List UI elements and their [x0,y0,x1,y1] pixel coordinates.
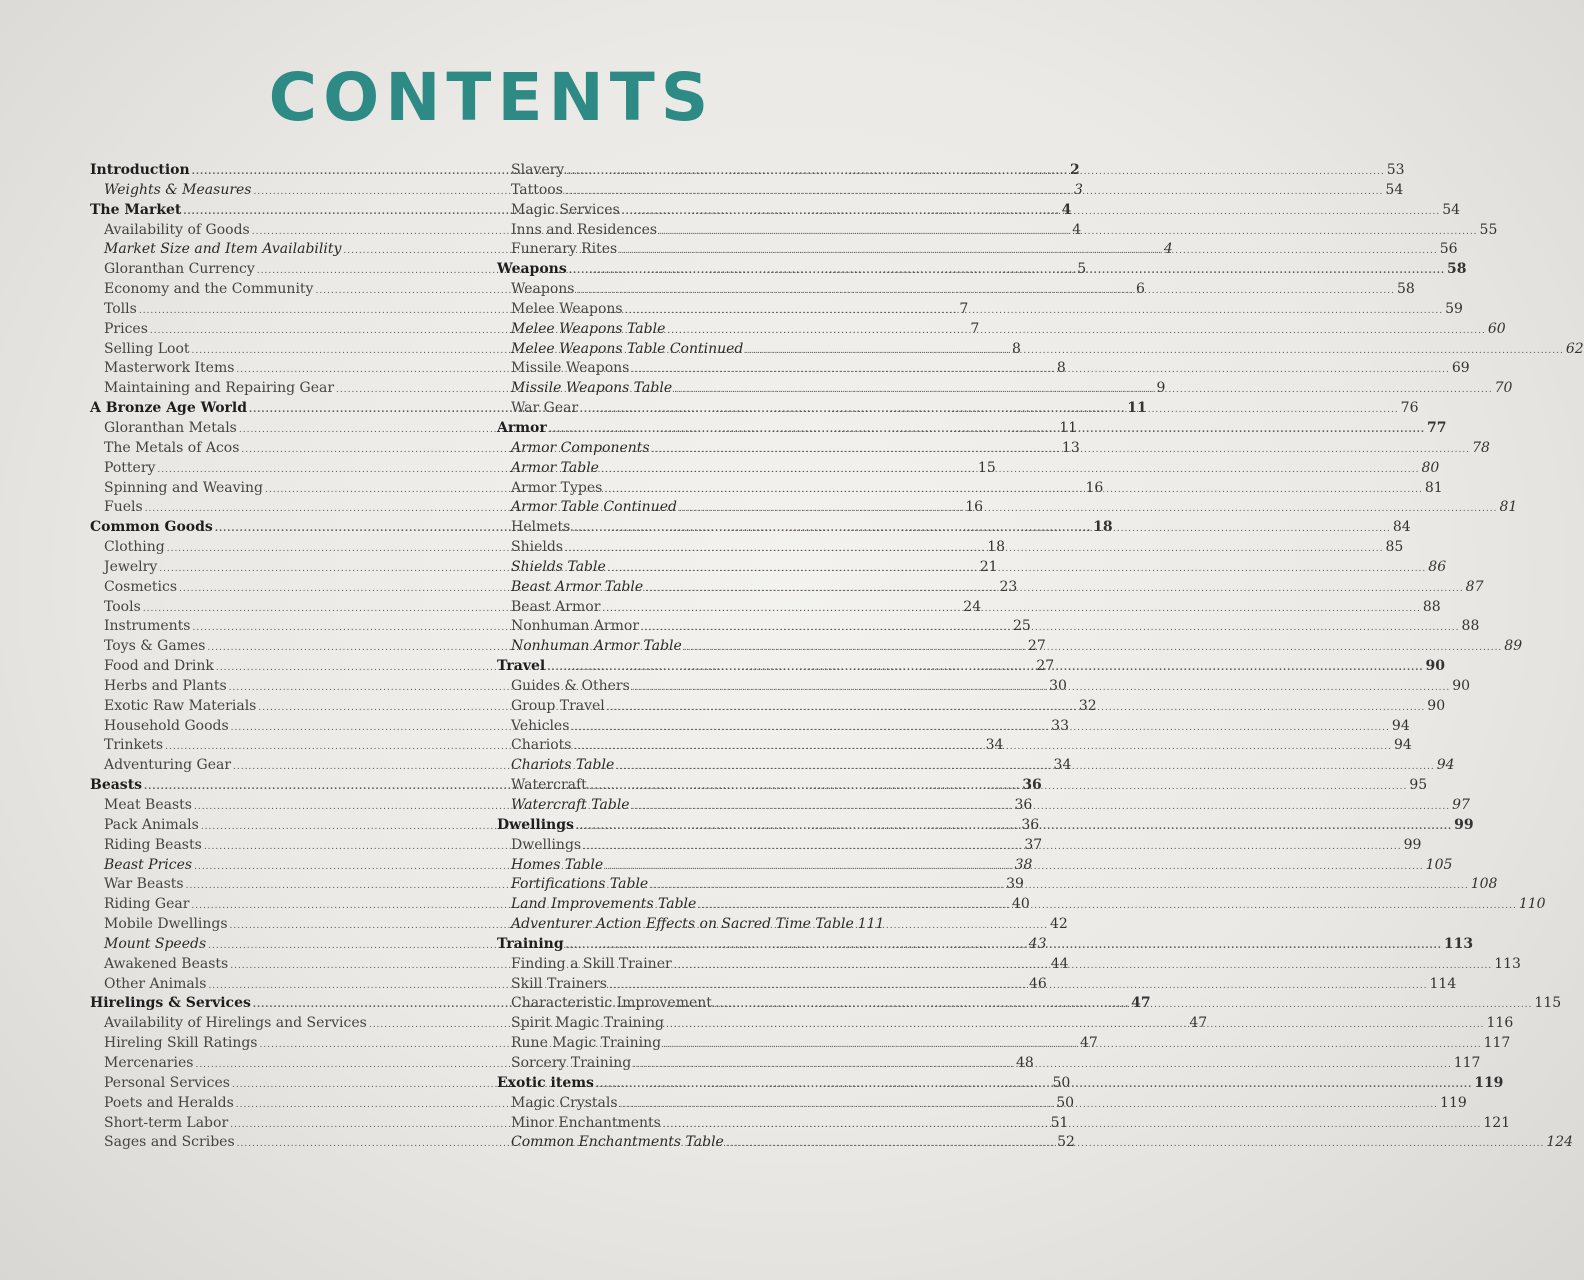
toc-entry-title: Cosmetics [104,578,178,595]
toc-entry-title: Beast Armor [511,598,601,615]
toc-entry-title: Dwellings [497,816,574,833]
toc-page-number: 2 [1069,162,1080,178]
toc-dot-leader [569,266,1445,276]
toc-entry-title: Weights & Measures [104,181,252,198]
toc-entry-title: Selling Loot [104,340,190,357]
toc-page-number: 88 [1422,598,1441,615]
toc-dot-leader [608,564,1427,574]
toc-page-number: 9 [1156,380,1166,397]
toc-entry-title: Shields [511,539,563,556]
toc-dot-leader [674,385,1493,395]
toc-page-number: 54 [1442,201,1461,218]
toc-section-entry[interactable] [497,916,885,936]
toc-entry-title: The Metals of Acos [104,439,240,456]
toc-entry-title: Riding Beasts [104,836,202,853]
toc-page-number: 23 [999,578,1018,595]
toc-entry-title: The Market [90,201,182,218]
toc-section-entry[interactable] [497,360,1470,380]
toc-entry-title: Fuels [104,499,143,516]
toc-dot-leader [576,822,1452,832]
toc-entry-title: Meat Beasts [104,797,192,813]
toc-section-entry[interactable] [497,181,1404,202]
toc-page-number: 47 [1131,995,1151,1012]
toc-entry-title: Pack Animals [104,816,199,833]
toc-entry-title: Armor Table [511,459,599,476]
toc-dot-leader [645,584,1464,594]
toc-entry-title: Availability of Hirelings and Services [104,1015,367,1032]
toc-page-number: 69 [1451,360,1470,377]
toc-page-number: 24 [963,598,982,615]
toc-entry-title: Market Size and Item Availability [104,241,342,258]
toc-entry-title: Adventuring Gear [104,757,232,774]
toc-page-number: 59 [1445,300,1463,317]
toc-dot-leader [573,742,1392,752]
toc-dot-leader [566,941,1442,951]
toc-page-number: 38 [1014,856,1033,873]
toc-page-number: 37 [1024,836,1043,853]
toc-entry-title: Hireling Skill Ratings [104,1035,258,1052]
toc-section-entry[interactable] [497,340,1584,361]
toc-page-number: 84 [1392,519,1411,536]
toc-page-number: 86 [1428,558,1447,575]
toc-entry-title: Vehicles [511,717,570,734]
toc-page-number: 60 [1487,320,1506,337]
toc-dot-leader [674,961,1493,971]
toc-page-number: 99 [1403,836,1422,853]
toc-page-number: 99 [1454,816,1474,833]
toc-section-entry[interactable] [497,300,1463,321]
toc-page-number: 6 [1135,281,1145,298]
toc-entry-title: Poets and Heralds [104,1094,234,1111]
toc-dot-leader [602,604,1421,614]
toc-page-number: 16 [965,499,984,516]
toc-dot-leader [576,286,1395,296]
toc-entry-title: Dwellings [511,836,582,853]
toc-dot-leader [547,663,1423,673]
toc-entry-title: Instruments [104,618,191,635]
toc-chapter-entry[interactable] [497,261,1467,281]
toc-page-number: 124 [1546,1134,1574,1151]
toc-page-number: 50 [1056,1094,1075,1111]
toc-page-number: 30 [1049,677,1067,694]
toc-dot-leader [605,862,1424,872]
toc-dot-leader [580,405,1399,415]
toc-page-number: 89 [1504,638,1523,655]
toc-dot-leader [620,1100,1439,1110]
toc-page-number: 80 [1421,459,1440,476]
toc-section-entry[interactable] [497,380,1513,400]
toc-page-number: 18 [987,539,1006,556]
toc-page-number: 90 [1427,697,1446,714]
toc-dot-leader [596,1080,1472,1090]
toc-dot-leader [652,445,1471,455]
toc-page-number: 4 [1072,221,1082,238]
toc-entry-title: Trinkets [104,737,164,754]
toc-page-number: 114 [1429,975,1457,992]
toc-page-number: 27 [1036,658,1055,675]
toc-page-number: 48 [1015,1054,1034,1071]
toc-entry-title: Beast Prices [104,856,193,873]
toc-page-number: 39 [1006,876,1024,893]
toc-page-number: 11 [1127,400,1147,417]
toc-page-number: 119 [1474,1074,1504,1091]
toc-page-number: 18 [1093,519,1113,536]
toc-dot-leader [632,802,1451,812]
toc-entry-title: Slavery [511,162,565,178]
toc-entry-title: Minor Enchantments [511,1114,661,1131]
toc-entry-title: Tools [104,598,141,615]
toc-page-number: 56 [1439,241,1458,258]
toc-page-number: 117 [1483,1035,1511,1052]
toc-dot-leader [565,544,1384,554]
toc-page-number: 119 [1440,1094,1467,1111]
toc-entry-title: Mobile Dwellings [104,916,228,933]
toc-page-number: 34 [985,737,1004,754]
toc-entry-title: Armor Types [511,479,603,496]
toc-page-number: 110 [1518,896,1546,913]
toc-entry-title: Mount Speeds [104,935,207,952]
toc-entry-title: Sorcery Training [511,1054,632,1071]
toc-entry-title: Finding a Skill Trainer [511,955,672,972]
toc-entry-title: Jewelry [104,558,158,575]
page-title: CONTENTS [268,59,715,136]
toc-page-number: 113 [1443,935,1474,952]
toc-page-number: 70 [1494,380,1513,397]
toc-page-number: 88 [1461,618,1480,635]
toc-page-number: 111 [857,916,885,933]
toc-entry-title: Household Goods [104,717,229,734]
toc-entry-title: Watercraft Table [511,797,630,813]
toc-entry-title: Awakened Beasts [104,955,229,972]
toc-entry-title: Funerary Rites [511,241,618,258]
toc-page-number: 58 [1447,261,1467,278]
toc-entry-title: Skill Trainers [511,975,607,992]
toc-entry-title: Pottery [104,459,156,476]
toc-page-number: 90 [1425,658,1445,675]
toc-entry-title: Missile Weapons [511,360,630,377]
toc-page-number: 116 [1486,1015,1514,1032]
toc-page-number: 44 [1050,955,1069,972]
toc-page-number: 78 [1472,439,1490,456]
toc-entry-title: Inns and Residences [511,221,658,238]
toc-entry-title: Prices [104,320,148,337]
toc-entry-title: Melee Weapons Table [511,320,666,337]
toc-dot-leader [650,881,1469,891]
toc-entry-title: Shields Table [511,558,606,575]
toc-entry-title: Magic Services [511,201,620,218]
toc-page-number: 21 [979,558,998,575]
toc-dot-leader [726,1139,1545,1149]
toc-entry-title: Toys & Games [104,638,206,655]
toc-page-number: 94 [1391,717,1410,734]
toc-page-number: 81 [1499,499,1518,516]
toc-dot-leader [604,485,1423,495]
toc-dot-leader [619,246,1438,256]
toc-page-number: 115 [1534,995,1562,1012]
toc-entry-title: Group Travel [511,697,605,714]
toc-entry-title: Homes Table [511,856,604,873]
toc-page-number: 7 [970,320,980,337]
toc-page-number: 47 [1189,1015,1208,1032]
toc-page-number: 47 [1079,1035,1098,1052]
toc-page-number: 94 [1436,757,1455,774]
toc-dot-leader [632,683,1451,693]
toc-entry-title: Beast Armor Table [511,578,644,595]
toc-dot-leader [666,1020,1485,1030]
toc-entry-title: A Bronze Age World [90,400,248,417]
toc-entry-title: Common Goods [90,519,213,536]
toc-page-number: 97 [1452,797,1470,813]
toc-dot-leader [714,1000,1533,1010]
toc-page-number: 4 [1061,201,1072,218]
toc-page-number: 8 [1012,340,1021,357]
toc-page-number: 27 [1027,638,1046,655]
toc-entry-title: Land Improvements Table [511,896,697,913]
toc-dot-leader [549,425,1425,435]
toc-page-number: 54 [1385,181,1404,198]
toc-dot-leader [607,703,1426,713]
toc-dot-leader [572,524,1391,534]
toc-entry-title: Introduction [90,162,190,178]
toc-dot-leader [684,643,1503,653]
toc-entry-title: Adventurer Action Effects on Sacred Time Table [511,916,854,933]
toc-page-number: 33 [1051,717,1069,734]
toc-entry-title: Exotic Raw Materials [104,697,257,714]
toc-page-number: 15 [977,459,996,476]
toc-page-number: 117 [1453,1054,1481,1071]
toc-entry-title: Melee Weapons Table Continued [511,340,744,357]
toc-dot-leader [589,782,1408,792]
toc-entry-title: Sages and Scribes [104,1134,235,1151]
toc-entry-title: Gloranthan Metals [104,419,237,436]
toc-entry-title: Magic Crystals [511,1094,618,1111]
toc-dot-leader [659,227,1478,237]
toc-dot-leader [633,1060,1452,1070]
toc-page-number: 42 [1050,916,1068,933]
toc-entry-title: Rune Magic Training [511,1035,662,1052]
toc-entry-title: Guides & Others [511,677,630,694]
toc-page-number: 51 [1050,1114,1069,1131]
toc-entry-title: Spinning and Weaving [104,479,263,496]
toc-section-entry[interactable] [497,201,1461,222]
toc-entry-title: Armor Components [511,439,650,456]
toc-page-number: 113 [1494,955,1521,972]
toc-section-entry[interactable] [497,320,1506,341]
toc-dot-leader [698,901,1517,911]
toc-entry-title: War Beasts [104,876,184,893]
toc-entry-title: Chariots Table [511,757,615,774]
toc-dot-leader [663,1040,1482,1050]
toc-dot-leader [667,326,1486,336]
toc-page-number: 13 [1061,439,1080,456]
toc-page-number: 95 [1409,777,1428,794]
toc-entry-title: Tattoos [511,181,563,198]
toc-entry-title: Mercenaries [104,1054,194,1071]
toc-page-number: 32 [1078,697,1097,714]
toc-section-entry[interactable] [497,241,1458,261]
toc-entry-title: Short-term Labor [104,1114,229,1131]
toc-dot-leader [571,723,1390,733]
toc-page-number: 34 [1053,757,1072,774]
toc-dot-leader [745,346,1564,356]
toc-dot-leader [625,306,1444,316]
toc-entry-title: Spirit Magic Training [511,1015,665,1032]
toc-entry-title: Weapons [511,281,575,298]
toc-page-number: 53 [1386,162,1405,178]
toc-entry-title: Characteristic Improvement [511,995,712,1012]
toc-entry-title: Hirelings & Services [90,995,251,1012]
toc-entry-title: Gloranthan Currency [104,261,255,278]
toc-page-number: 16 [1085,479,1104,496]
toc-entry-title: War Gear [511,400,579,417]
toc-page-number: 7 [959,300,969,317]
toc-entry-title: Personal Services [104,1074,230,1091]
toc-dot-leader [631,365,1450,375]
toc-page-number: 121 [1483,1114,1511,1131]
toc-page-number: 105 [1425,856,1453,873]
toc-entry-title: Nonhuman Armor Table [511,638,682,655]
toc-page-number: 108 [1470,876,1498,893]
toc-page-number: 81 [1424,479,1443,496]
toc-entry-title: Masterwork Items [104,360,235,377]
toc-page-number: 58 [1396,281,1415,298]
toc-page-number: 36 [1021,816,1040,833]
toc-entry-title: Watercraft [511,777,587,794]
toc-entry-title: Exotic items [497,1074,594,1091]
toc-dot-leader [616,762,1435,772]
toc-dot-leader [601,465,1420,475]
toc-dot-leader [609,981,1428,991]
toc-page-number: 90 [1452,677,1471,694]
toc-entry-title: Nonhuman Armor [511,618,640,635]
toc-page-number: 50 [1052,1074,1071,1091]
toc-entry-title: Helmets [511,519,571,536]
toc-entry-title: Other Animals [104,975,207,992]
toc-page-number: 11 [1059,419,1078,436]
toc-page-number: 62 [1565,340,1584,357]
toc-page-number: 52 [1057,1134,1075,1151]
toc-dot-leader [566,167,1385,177]
toc-entry-title: Melee Weapons [511,300,623,317]
toc-entry-title: Availability of Goods [104,221,250,238]
toc-dot-leader [622,207,1441,217]
toc-dot-leader [583,842,1402,852]
toc-page-number: 25 [1012,618,1031,635]
toc-section-entry[interactable] [497,221,1498,242]
toc-entry-title: Armor [497,419,547,436]
toc-section-entry[interactable] [497,162,1405,182]
toc-entry-title: Beasts [90,777,143,794]
toc-page-number: 87 [1465,578,1484,595]
toc-page-number: 46 [1028,975,1047,992]
toc-entry-title: Herbs and Plants [104,677,227,694]
toc-entry-title: Maintaining and Repairing Gear [104,380,335,397]
toc-dot-leader [641,623,1460,633]
toc-page-number: 5 [1077,261,1087,278]
toc-entry-title: Missile Weapons Table [511,380,673,397]
toc-section-entry[interactable] [497,281,1415,301]
toc-page-number: 4 [1163,241,1173,258]
toc-entry-title: Riding Gear [104,896,190,913]
toc-page-number: 94 [1393,737,1412,754]
toc-page-number: 3 [1074,181,1083,198]
toc-dot-leader [565,187,1384,197]
toc-page-number: 36 [1022,777,1042,794]
toc-entry-title: Tolls [104,300,137,317]
toc-page-number: 40 [1011,896,1030,913]
toc-entry-title: Armor Table Continued [511,499,677,516]
toc-entry-title: Clothing [104,539,165,556]
toc-entry-title: Weapons [497,261,567,278]
toc-page-number: 36 [1014,797,1033,813]
toc-entry-title: Economy and the Community [104,281,314,298]
toc-dot-leader [663,1120,1482,1130]
toc-page-number: 85 [1385,539,1404,556]
toc-page-number: 77 [1427,419,1447,436]
toc-entry-title: Fortifications Table [511,876,649,893]
toc-entry-title: Common Enchantments Table [511,1134,724,1151]
toc-entry-title: Food and Drink [104,658,214,675]
toc-page-number: 55 [1479,221,1498,238]
toc-page-number: 8 [1056,360,1066,377]
toc-page-number: 76 [1400,400,1419,417]
toc-page-number: 43 [1028,935,1047,952]
toc-dot-leader [679,504,1498,514]
toc-entry-title: Chariots [511,737,572,754]
toc-entry-title: Training [497,935,564,952]
toc-entry-title: Travel [497,658,546,675]
